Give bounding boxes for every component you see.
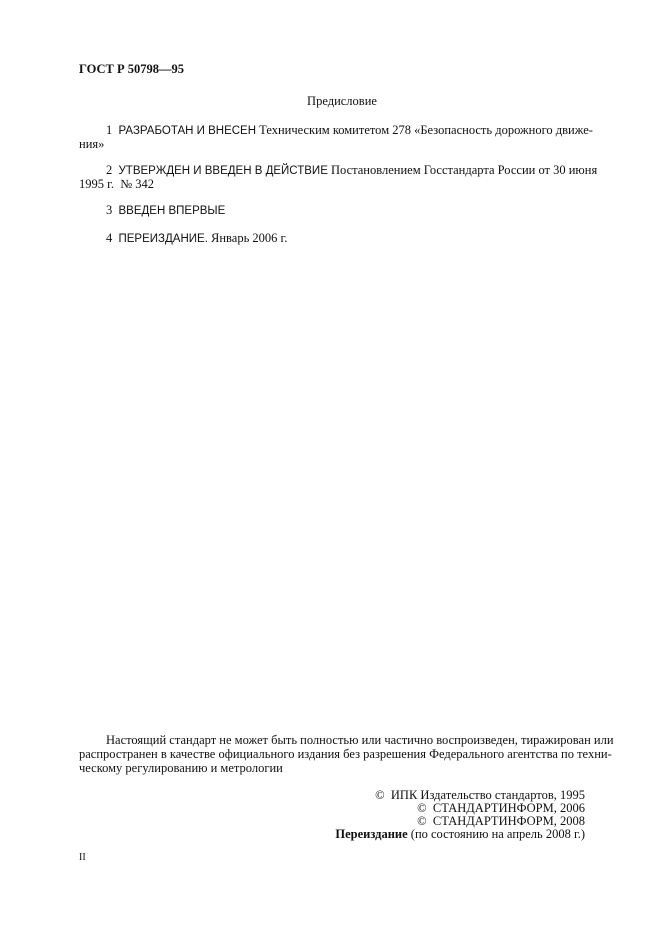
copyright-line-3: © СТАНДАРТИНФОРМ, 2008 bbox=[417, 814, 585, 828]
notice-line-3: ческому регулированию и метрологии bbox=[79, 761, 283, 775]
page-number: II bbox=[79, 852, 86, 863]
document-code: ГОСТ Р 50798—95 bbox=[79, 62, 185, 76]
copyright-line-1: © ИПК Издательство стандартов, 1995 bbox=[375, 788, 585, 802]
notice-line-2: распространен в качестве официального издания без разрешения Федерального агентства по техни- bbox=[79, 747, 612, 761]
copyright-line-2: © СТАНДАРТИНФОРМ, 2006 bbox=[417, 801, 585, 815]
foreword-item-2-cont: 1995 г. № 342 bbox=[79, 177, 155, 191]
notice-line-1: Настоящий стандарт не может быть полностью или частично воспроизведен, тиражирован или bbox=[106, 733, 614, 747]
foreword-item-1: 1 РАЗРАБОТАН И ВНЕСЕН Техническим комитетом 278 «Безопасность дорожного движе- bbox=[106, 123, 593, 137]
foreword-item-2: 2 УТВЕРЖДЕН И ВВЕДЕН В ДЕЙСТВИЕ Постановлением Госстандарта России от 30 июня bbox=[106, 163, 598, 177]
foreword-title: Предисловие bbox=[307, 94, 377, 108]
reissue-note: Переиздание (по состоянию на апрель 2008 г.) bbox=[335, 827, 585, 841]
foreword-item-4: 4 ПЕРЕИЗДАНИЕ. Январь 2006 г. bbox=[106, 231, 288, 245]
foreword-item-1-cont: ния» bbox=[79, 137, 105, 151]
foreword-item-3: 3 ВВЕДЕН ВПЕРВЫЕ bbox=[106, 203, 226, 217]
